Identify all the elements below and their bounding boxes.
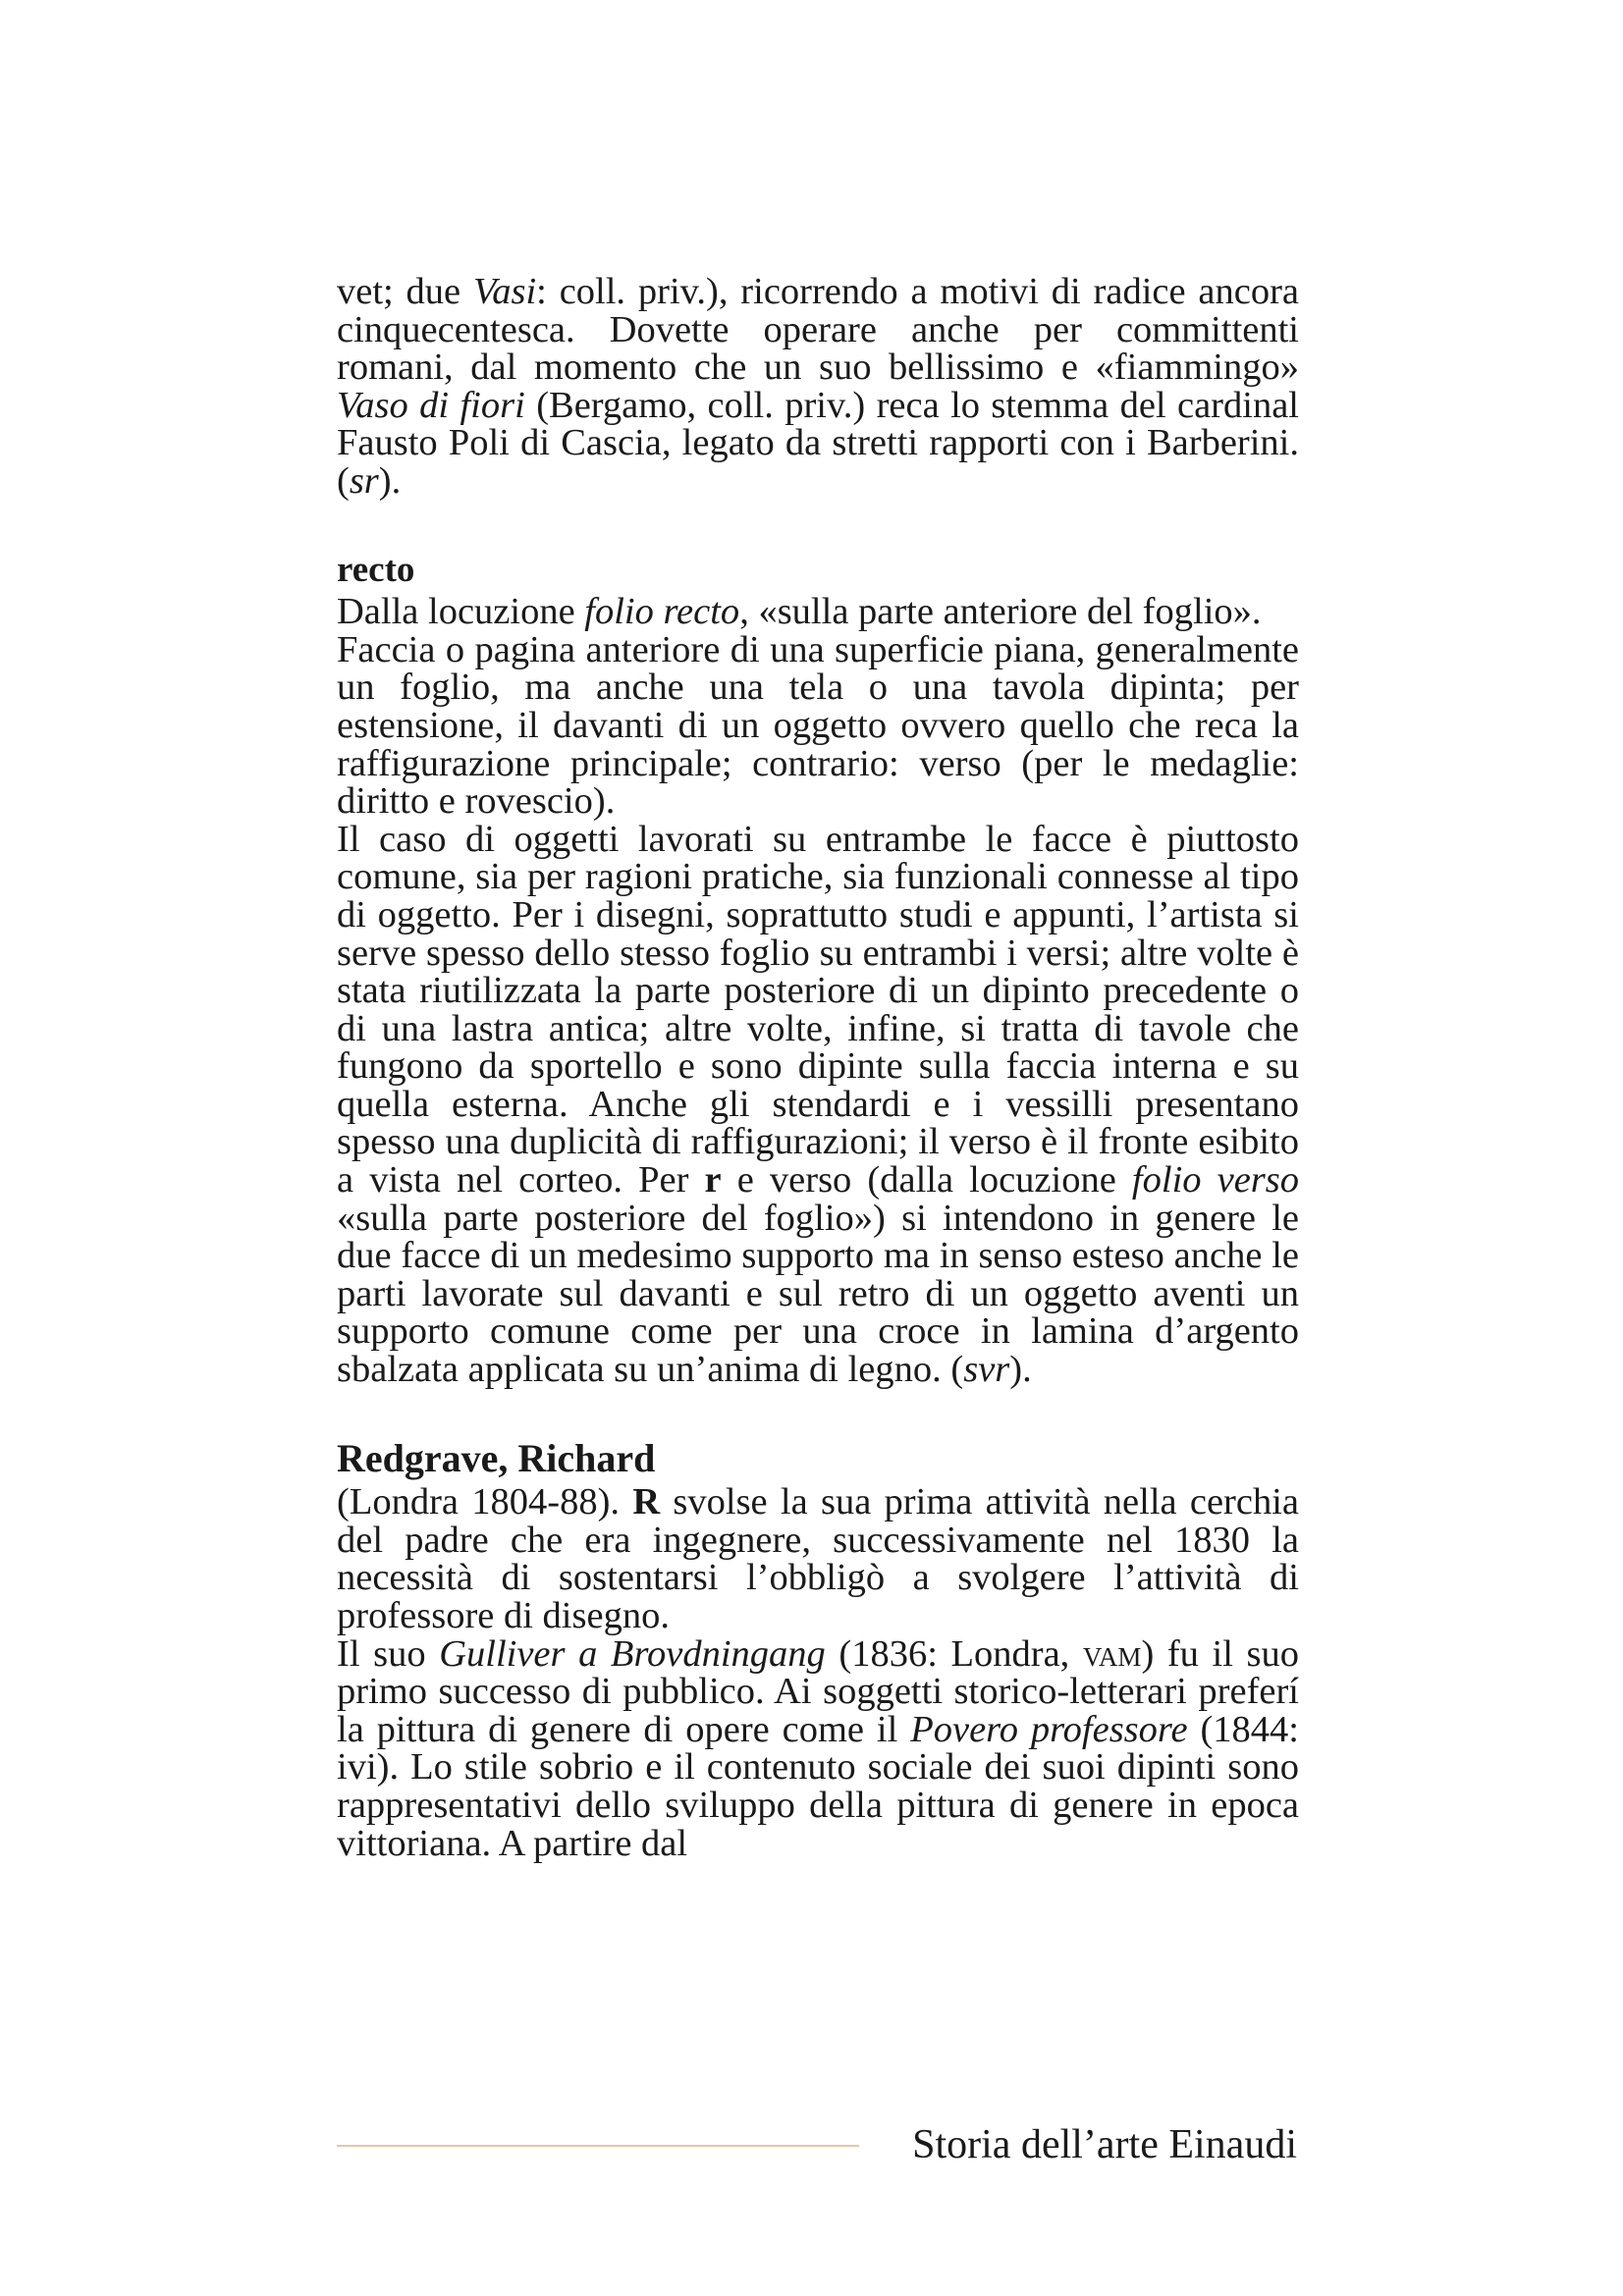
recto-etymology: Dalla locuzione folio recto, «sulla parte anteriore del foglio». bbox=[337, 591, 1262, 633]
footer-title: Storia dell’arte Einaudi bbox=[912, 2122, 1297, 2167]
footer-rule bbox=[337, 2145, 859, 2147]
redgrave-works: Il suo Gulliver a Brovdningang (1836: Londra, vam) fu il suo primo successo di pubblico. Ai soggetti storico-letterari preferí la pittura di genere di opere come il Povero professore (1844: ivi). Lo stile sobrio e il contenuto sociale dei suoi dipinti sono rappresentativi dello sviluppo della pittura di genere in epoca vittoriana. A partire dal bbox=[337, 1632, 1299, 1864]
entry-heading-redgrave: Redgrave, Richard bbox=[337, 1435, 656, 1480]
page-body bbox=[337, 273, 1299, 1862]
entry-heading-recto: recto bbox=[337, 549, 415, 590]
intro-paragraph: vet; due Vasi: coll. priv.), ricorrendo a motivi di radice ancora cinquecentesca. Dovette operare anche per committenti romani, dal momento che un suo bellissimo e «fiammingo» Vaso di fiori (Bergamo, coll. priv.) reca lo stemma del cardinal Fausto Poli di Cascia, legato da stretti rapporti con i Barberini. (sr). bbox=[337, 271, 1299, 502]
recto-definition: Faccia o pagina anteriore di una superficie piana, generalmente un foglio, ma anche una tela o una tavola dipinta; per estensione, il davanti di un oggetto ovvero quello che reca la raffigurazione principale; contrario: verso (per le medaglie: diritto e rovescio). bbox=[337, 628, 1299, 823]
redgrave-bio: (Londra 1804-88). R svolse la sua prima attività nella cerchia del padre che era ingegnere, successivamente nel 1830 la necessità di sostentarsi l’obbligò a svolgere l’attività di professore di disegno. bbox=[337, 1481, 1300, 1636]
recto-body: Il caso di oggetti lavorati su entrambe le facce è piuttosto comune, sia per ragioni pratiche, sia funzionali connesse al tipo di oggetto. Per i disegni, soprattutto studi e appunti, l’artista si serve spesso dello stesso foglio su entrambi i versi; altre volte è stata riutilizzata la parte posteriore di un dipinto precedente o di una lastra antica; altre volte, infine, si tratta di tavole che fungono da sportello e sono dipinte sulla faccia interna e su quella esterna. Anche gli stendardi e i vessilli presentano spesso una duplicità di raffigurazioni; il verso è il fronte esibito a vista nel corteo. Per r e verso (dalla locuzione folio verso «sulla parte posteriore del foglio») si intendono in genere le due facce di un medesimo supporto ma in senso esteso anche le parti lavorate sul davanti e sul retro di un oggetto aventi un supporto comune come per una croce in lamina d’argento sbalzata applicata su un’anima di legno. (svr). bbox=[337, 818, 1300, 1391]
